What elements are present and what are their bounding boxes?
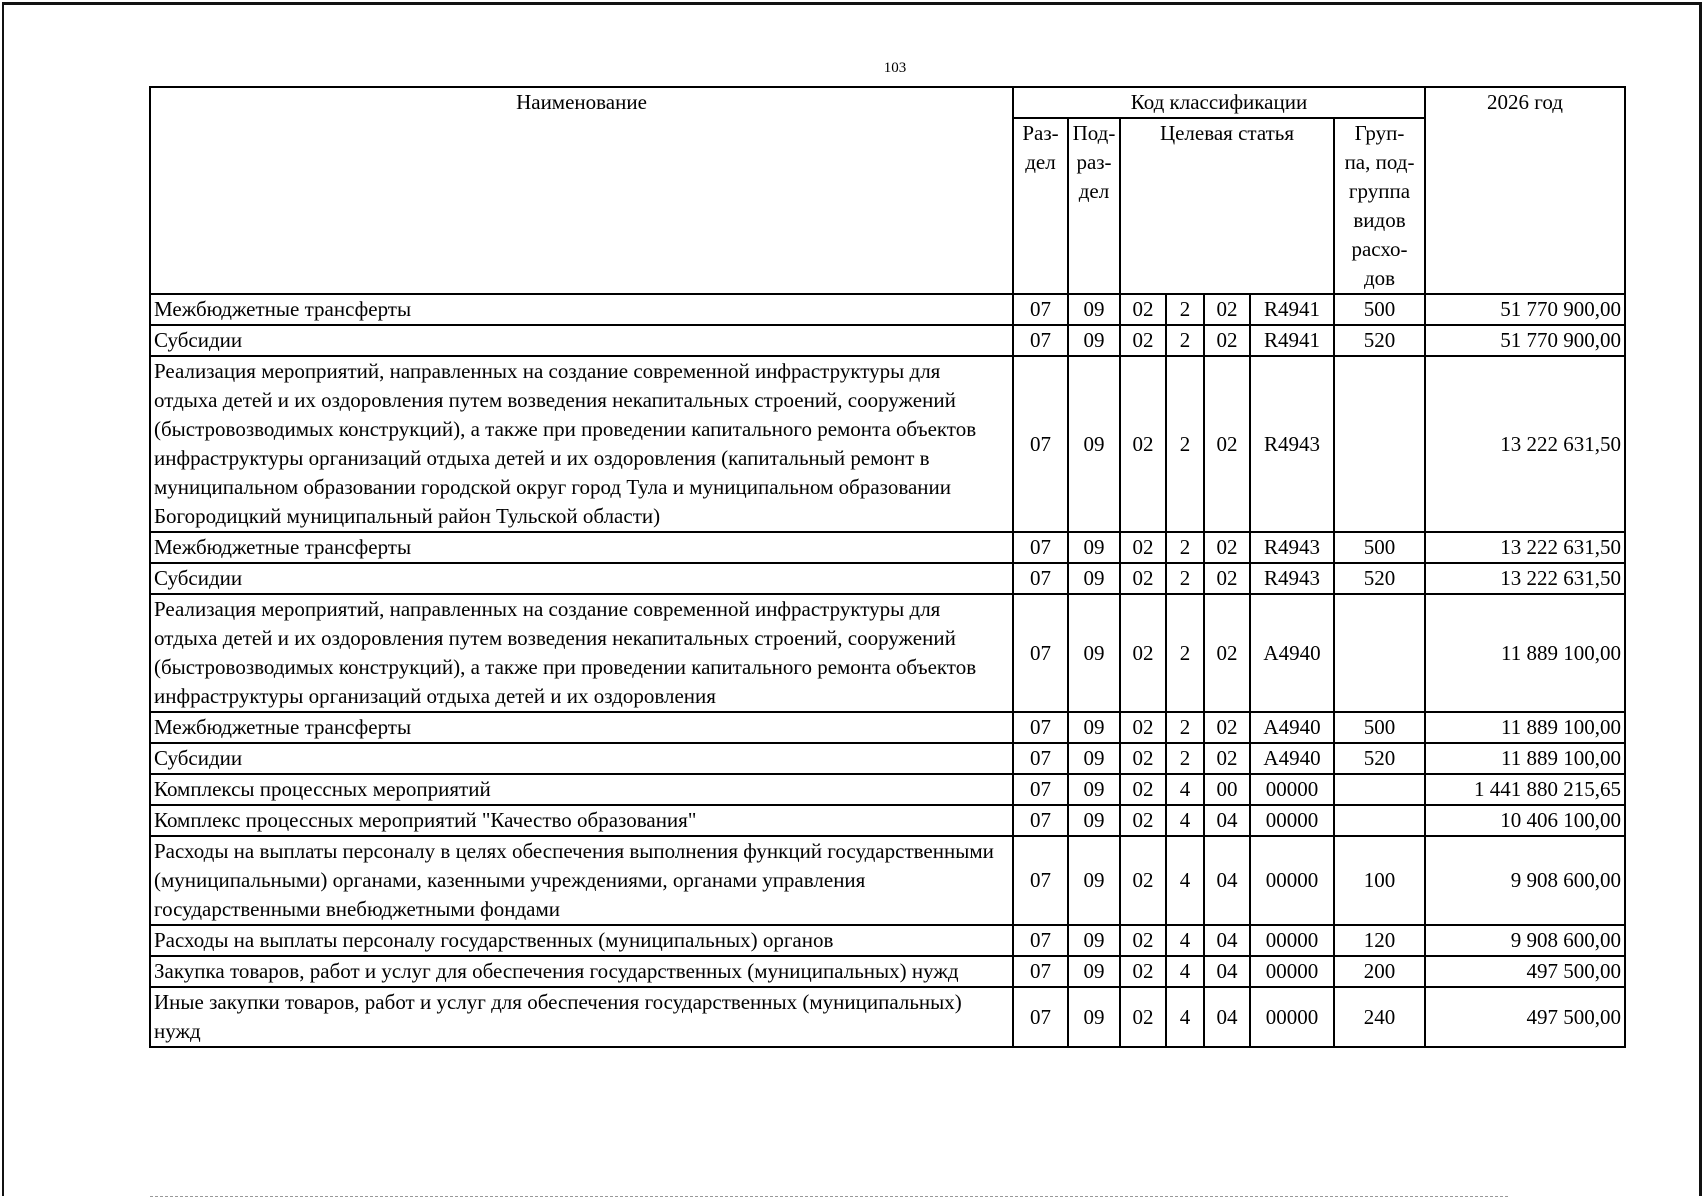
row-target-type: 2 <box>1166 743 1204 774</box>
row-expense-group <box>1334 774 1425 805</box>
row-target-type: 4 <box>1166 836 1204 925</box>
row-target-direction: 00000 <box>1250 956 1334 987</box>
table-row <box>150 712 1625 743</box>
row-podrazdel: 09 <box>1068 325 1120 356</box>
row-expense-group <box>1334 594 1425 712</box>
row-target-subprogram: 04 <box>1204 987 1250 1047</box>
row-target-program: 02 <box>1120 925 1166 956</box>
table-row <box>150 925 1625 956</box>
row-podrazdel: 09 <box>1068 594 1120 712</box>
row-target-program: 02 <box>1120 294 1166 325</box>
row-podrazdel: 09 <box>1068 956 1120 987</box>
row-target-program: 02 <box>1120 325 1166 356</box>
row-name: Расходы на выплаты персоналу в целях обеспечения выполнения функций государственными (муниципальными) органами, казенными учреждениями, органами управления государственными внебюджетными фондами <box>150 836 1013 925</box>
row-target-type: 2 <box>1166 712 1204 743</box>
row-target-subprogram: 04 <box>1204 836 1250 925</box>
row-target-direction: R4943 <box>1250 356 1334 532</box>
header-year: 2026 год <box>1425 87 1625 294</box>
row-razdel: 07 <box>1013 356 1068 532</box>
table-row <box>150 805 1625 836</box>
row-target-direction: R4941 <box>1250 325 1334 356</box>
row-target-subprogram: 02 <box>1204 594 1250 712</box>
table-row <box>150 563 1625 594</box>
row-amount: 13 222 631,50 <box>1425 356 1625 532</box>
table-row <box>150 325 1625 356</box>
table-row <box>150 594 1625 712</box>
row-razdel: 07 <box>1013 325 1068 356</box>
row-name: Комплексы процессных мероприятий <box>150 774 1013 805</box>
row-razdel: 07 <box>1013 774 1068 805</box>
budget-table <box>149 86 1626 1048</box>
row-target-program: 02 <box>1120 836 1166 925</box>
header-group-line: Груп- <box>1354 121 1405 145</box>
row-target-direction: A4940 <box>1250 594 1334 712</box>
row-razdel: 07 <box>1013 805 1068 836</box>
header-podrazdel-line: Под- <box>1072 121 1116 145</box>
row-expense-group: 520 <box>1334 563 1425 594</box>
row-target-subprogram: 04 <box>1204 805 1250 836</box>
row-target-direction: 00000 <box>1250 836 1334 925</box>
row-podrazdel: 09 <box>1068 743 1120 774</box>
row-target-subprogram: 02 <box>1204 563 1250 594</box>
row-name: Комплекс процессных мероприятий "Качество образования" <box>150 805 1013 836</box>
row-name: Реализация мероприятий, направленных на создание современной инфраструктуры для отдыха детей и их оздоровления путем возведения некапитальных строений, сооружений (быстровозводимых конструкций), а также при проведении капитального ремонта объектов инфраструктуры организаций отдыха детей и их оздоровления <box>150 594 1013 712</box>
header-group-line: видов <box>1353 208 1406 232</box>
row-name: Субсидии <box>150 325 1013 356</box>
row-target-direction: R4943 <box>1250 532 1334 563</box>
row-target-subprogram: 00 <box>1204 774 1250 805</box>
row-amount: 497 500,00 <box>1425 956 1625 987</box>
header-podrazdel-line: дел <box>1078 179 1110 203</box>
row-amount: 9 908 600,00 <box>1425 836 1625 925</box>
row-target-direction: 00000 <box>1250 805 1334 836</box>
table-row <box>150 532 1625 563</box>
row-expense-group: 500 <box>1334 712 1425 743</box>
row-target-program: 02 <box>1120 532 1166 563</box>
header-group <box>1334 118 1425 294</box>
table-row <box>150 956 1625 987</box>
row-amount: 9 908 600,00 <box>1425 925 1625 956</box>
table-row <box>150 774 1625 805</box>
row-razdel: 07 <box>1013 563 1068 594</box>
header-razdel <box>1013 118 1068 294</box>
row-target-subprogram: 02 <box>1204 294 1250 325</box>
row-name: Расходы на выплаты персоналу государственных (муниципальных) органов <box>150 925 1013 956</box>
row-target-direction: 00000 <box>1250 987 1334 1047</box>
table-row <box>150 987 1625 1047</box>
table-row <box>150 356 1625 532</box>
row-podrazdel: 09 <box>1068 356 1120 532</box>
row-target-type: 2 <box>1166 294 1204 325</box>
row-amount: 51 770 900,00 <box>1425 325 1625 356</box>
row-target-subprogram: 02 <box>1204 743 1250 774</box>
row-podrazdel: 09 <box>1068 712 1120 743</box>
table-row <box>150 743 1625 774</box>
row-podrazdel: 09 <box>1068 774 1120 805</box>
row-target-program: 02 <box>1120 805 1166 836</box>
row-razdel: 07 <box>1013 594 1068 712</box>
row-amount: 1 441 880 215,65 <box>1425 774 1625 805</box>
row-target-subprogram: 02 <box>1204 532 1250 563</box>
row-podrazdel: 09 <box>1068 294 1120 325</box>
header-target-article: Целевая статья <box>1120 118 1334 294</box>
row-podrazdel: 09 <box>1068 532 1120 563</box>
row-amount: 51 770 900,00 <box>1425 294 1625 325</box>
page-number: 103 <box>883 60 907 76</box>
row-razdel: 07 <box>1013 743 1068 774</box>
row-razdel: 07 <box>1013 987 1068 1047</box>
row-podrazdel: 09 <box>1068 987 1120 1047</box>
header-name: Наименование <box>150 87 1013 294</box>
row-target-type: 2 <box>1166 563 1204 594</box>
row-target-direction: A4940 <box>1250 712 1334 743</box>
header-group-line: дов <box>1363 266 1396 290</box>
row-expense-group: 100 <box>1334 836 1425 925</box>
row-target-direction: A4940 <box>1250 743 1334 774</box>
table-body <box>150 294 1625 1047</box>
row-target-type: 4 <box>1166 774 1204 805</box>
row-target-type: 4 <box>1166 987 1204 1047</box>
row-name: Закупка товаров, работ и услуг для обеспечения государственных (муниципальных) нужд <box>150 956 1013 987</box>
row-target-program: 02 <box>1120 563 1166 594</box>
row-expense-group: 120 <box>1334 925 1425 956</box>
row-target-type: 2 <box>1166 356 1204 532</box>
row-razdel: 07 <box>1013 532 1068 563</box>
row-razdel: 07 <box>1013 836 1068 925</box>
header-code-classification: Код классификации <box>1013 87 1425 118</box>
row-amount: 497 500,00 <box>1425 987 1625 1047</box>
header-razdel-line: Раз- <box>1022 121 1059 145</box>
row-target-subprogram: 04 <box>1204 925 1250 956</box>
row-expense-group <box>1334 805 1425 836</box>
row-target-direction: 00000 <box>1250 774 1334 805</box>
row-razdel: 07 <box>1013 712 1068 743</box>
row-expense-group: 200 <box>1334 956 1425 987</box>
header-group-line: расхо- <box>1351 237 1408 261</box>
row-target-program: 02 <box>1120 774 1166 805</box>
row-name: Межбюджетные трансферты <box>150 294 1013 325</box>
row-expense-group: 240 <box>1334 987 1425 1047</box>
row-target-program: 02 <box>1120 956 1166 987</box>
row-amount: 11 889 100,00 <box>1425 594 1625 712</box>
row-podrazdel: 09 <box>1068 925 1120 956</box>
row-target-direction: R4943 <box>1250 563 1334 594</box>
row-target-type: 4 <box>1166 805 1204 836</box>
row-name: Межбюджетные трансферты <box>150 532 1013 563</box>
row-target-type: 2 <box>1166 325 1204 356</box>
row-name: Субсидии <box>150 563 1013 594</box>
row-expense-group: 520 <box>1334 325 1425 356</box>
row-target-type: 2 <box>1166 594 1204 712</box>
scan-artifact-line <box>150 1196 1508 1199</box>
header-group-line: па, под- <box>1344 150 1415 174</box>
row-name: Реализация мероприятий, направленных на создание современной инфраструктуры для отдыха детей и их оздоровления путем возведения некапитальных строений, сооружений (быстровозводимых конструкций), а также при проведении капитального ремонта объектов инфраструктуры организаций отдыха детей и их оздоровления (капитальный ремонт в муниципальном образовании городской округ город Тула и муниципальном образовании Богородицкий муниципальный район Тульской области) <box>150 356 1013 532</box>
row-target-program: 02 <box>1120 356 1166 532</box>
row-podrazdel: 09 <box>1068 836 1120 925</box>
header-razdel-line: дел <box>1025 150 1056 174</box>
header-podrazdel <box>1068 118 1120 294</box>
header-row-1 <box>150 87 1625 118</box>
row-razdel: 07 <box>1013 956 1068 987</box>
row-target-program: 02 <box>1120 594 1166 712</box>
row-target-type: 2 <box>1166 532 1204 563</box>
header-group-line: группа <box>1348 179 1411 203</box>
table-row <box>150 836 1625 925</box>
header-podrazdel-line: раз- <box>1076 150 1112 174</box>
row-expense-group <box>1334 356 1425 532</box>
row-amount: 10 406 100,00 <box>1425 805 1625 836</box>
row-name: Субсидии <box>150 743 1013 774</box>
row-target-program: 02 <box>1120 712 1166 743</box>
row-razdel: 07 <box>1013 294 1068 325</box>
row-target-subprogram: 04 <box>1204 956 1250 987</box>
row-target-subprogram: 02 <box>1204 325 1250 356</box>
row-amount: 13 222 631,50 <box>1425 563 1625 594</box>
row-target-type: 4 <box>1166 925 1204 956</box>
row-target-direction: R4941 <box>1250 294 1334 325</box>
row-expense-group: 500 <box>1334 532 1425 563</box>
row-target-program: 02 <box>1120 743 1166 774</box>
row-razdel: 07 <box>1013 925 1068 956</box>
row-amount: 11 889 100,00 <box>1425 743 1625 774</box>
row-amount: 11 889 100,00 <box>1425 712 1625 743</box>
row-target-type: 4 <box>1166 956 1204 987</box>
table-row <box>150 294 1625 325</box>
row-target-program: 02 <box>1120 987 1166 1047</box>
row-target-subprogram: 02 <box>1204 356 1250 532</box>
row-target-direction: 00000 <box>1250 925 1334 956</box>
row-podrazdel: 09 <box>1068 563 1120 594</box>
table-header <box>150 87 1625 294</box>
row-expense-group: 500 <box>1334 294 1425 325</box>
row-name: Иные закупки товаров, работ и услуг для обеспечения государственных (муниципальных) нужд <box>150 987 1013 1047</box>
row-target-subprogram: 02 <box>1204 712 1250 743</box>
row-name: Межбюджетные трансферты <box>150 712 1013 743</box>
row-expense-group: 520 <box>1334 743 1425 774</box>
row-podrazdel: 09 <box>1068 805 1120 836</box>
row-amount: 13 222 631,50 <box>1425 532 1625 563</box>
